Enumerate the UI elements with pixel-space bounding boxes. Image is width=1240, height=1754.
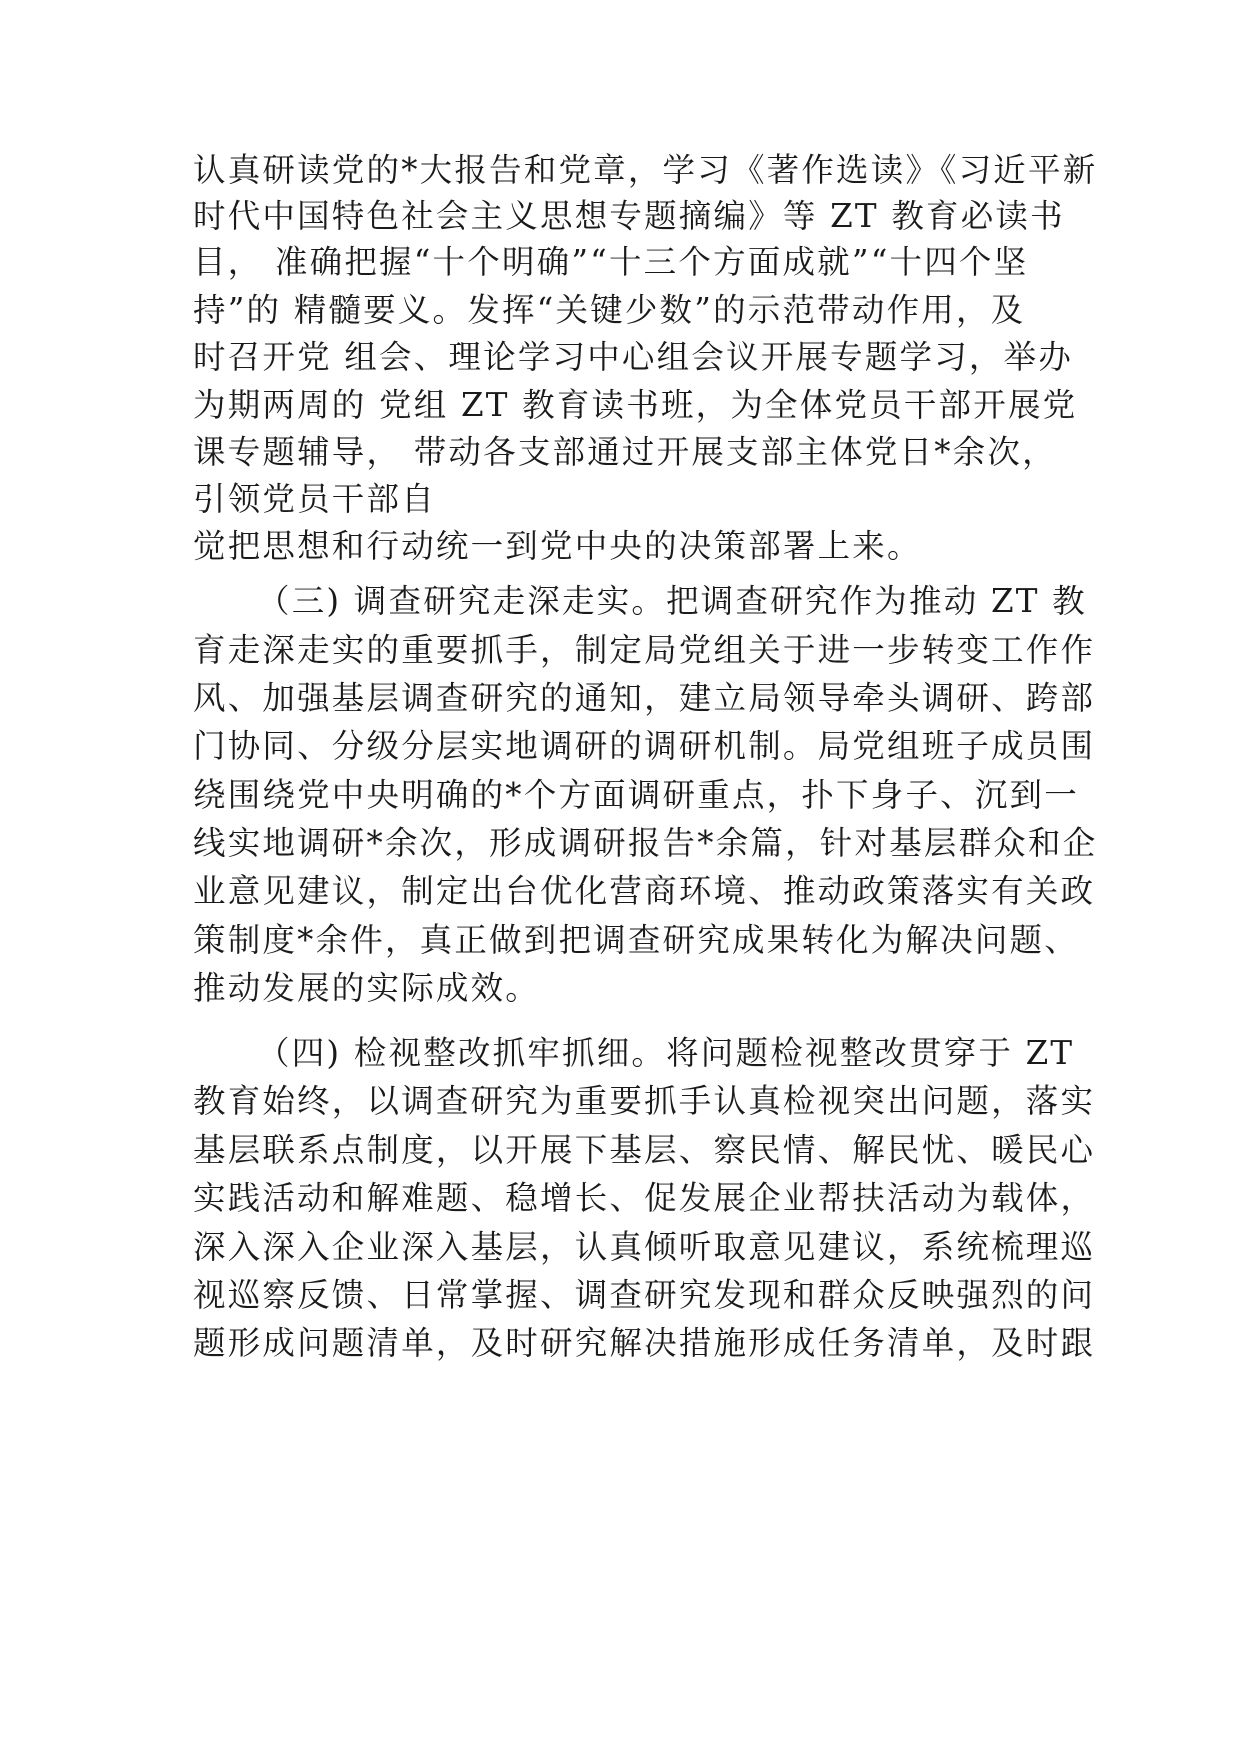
text-line-16: 业意见建议，制定出台优化营商环境、推动政策落实有关政	[193, 872, 1096, 910]
text-line-14: 绕围绕党中央明确的*个方面调研重点，扑下身子、沉到一	[193, 776, 1079, 814]
text-line-25: 题形成问题清单，及时研究解决措施形成任务清单，及时跟	[193, 1324, 1096, 1362]
text-line-11: 育走深走实的重要抓手，制定局党组关于进一步转变工作作	[193, 631, 1096, 669]
text-line-23: 深入深入企业深入基层，认真倾听取意见建议，系统梳理巡	[193, 1228, 1096, 1266]
text-line-17: 策制度*余件，真正做到把调查研究成果转化为解决问题、	[193, 921, 1079, 959]
text-line-6: 为期两周的 党组 ZT 教育读书班，为全体党员干部开展党	[193, 386, 1078, 424]
text-line-22: 实践活动和解难题、稳增长、促发展企业帮扶活动为载体，	[193, 1179, 1096, 1217]
section-heading-4: （四) 检视整改抓牢抓细。将问题检视整改贯穿于 ZT	[257, 1034, 1075, 1072]
text-line-3: 目， 准确把握“十个明确”“十三个方面成就”“十四个坚	[193, 243, 1029, 281]
text-line-24: 视巡察反馈、日常掌握、调查研究发现和群众反映强烈的问	[193, 1276, 1096, 1314]
section-heading-3: （三) 调查研究走深走实。把调查研究作为推动 ZT 教	[257, 582, 1087, 620]
text-line-4: 持”的 精髓要义。发挥“关键少数”的示范带动作用，及	[193, 291, 1026, 329]
text-line-7: 课专题辅导， 带动各支部通过开展支部主体党日*余次，	[193, 433, 1057, 471]
text-line-13: 门协同、分级分层实地调研的调研机制。局党组班子成员围	[193, 727, 1096, 765]
text-line-18: 推动发展的实际成效。	[193, 969, 541, 1007]
text-line-2: 时代中国特色社会主义思想专题摘编》等 ZT 教育必读书	[193, 197, 1065, 235]
text-line-8: 引领党员干部自	[193, 480, 436, 518]
text-line-21: 基层联系点制度，以开展下基层、察民情、解民忧、暖民心	[193, 1131, 1096, 1169]
text-line-9: 觉把思想和行动统一到党中央的决策部署上来。	[193, 527, 922, 565]
text-line-1: 认真研读党的*大报告和党章，学习《著作选读》《习近平新	[193, 151, 1098, 189]
text-line-5: 时召开党 组会、理论学习中心组会议开展专题学习，举办	[193, 338, 1074, 376]
text-line-20: 教育始终，以调查研究为重要抓手认真检视突出问题，落实	[193, 1082, 1096, 1120]
text-line-15: 线实地调研*余次，形成调研报告*余篇，针对基层群众和企	[193, 824, 1098, 862]
text-line-12: 风、加强基层调查研究的通知，建立局领导牵头调研、跨部	[193, 679, 1096, 717]
